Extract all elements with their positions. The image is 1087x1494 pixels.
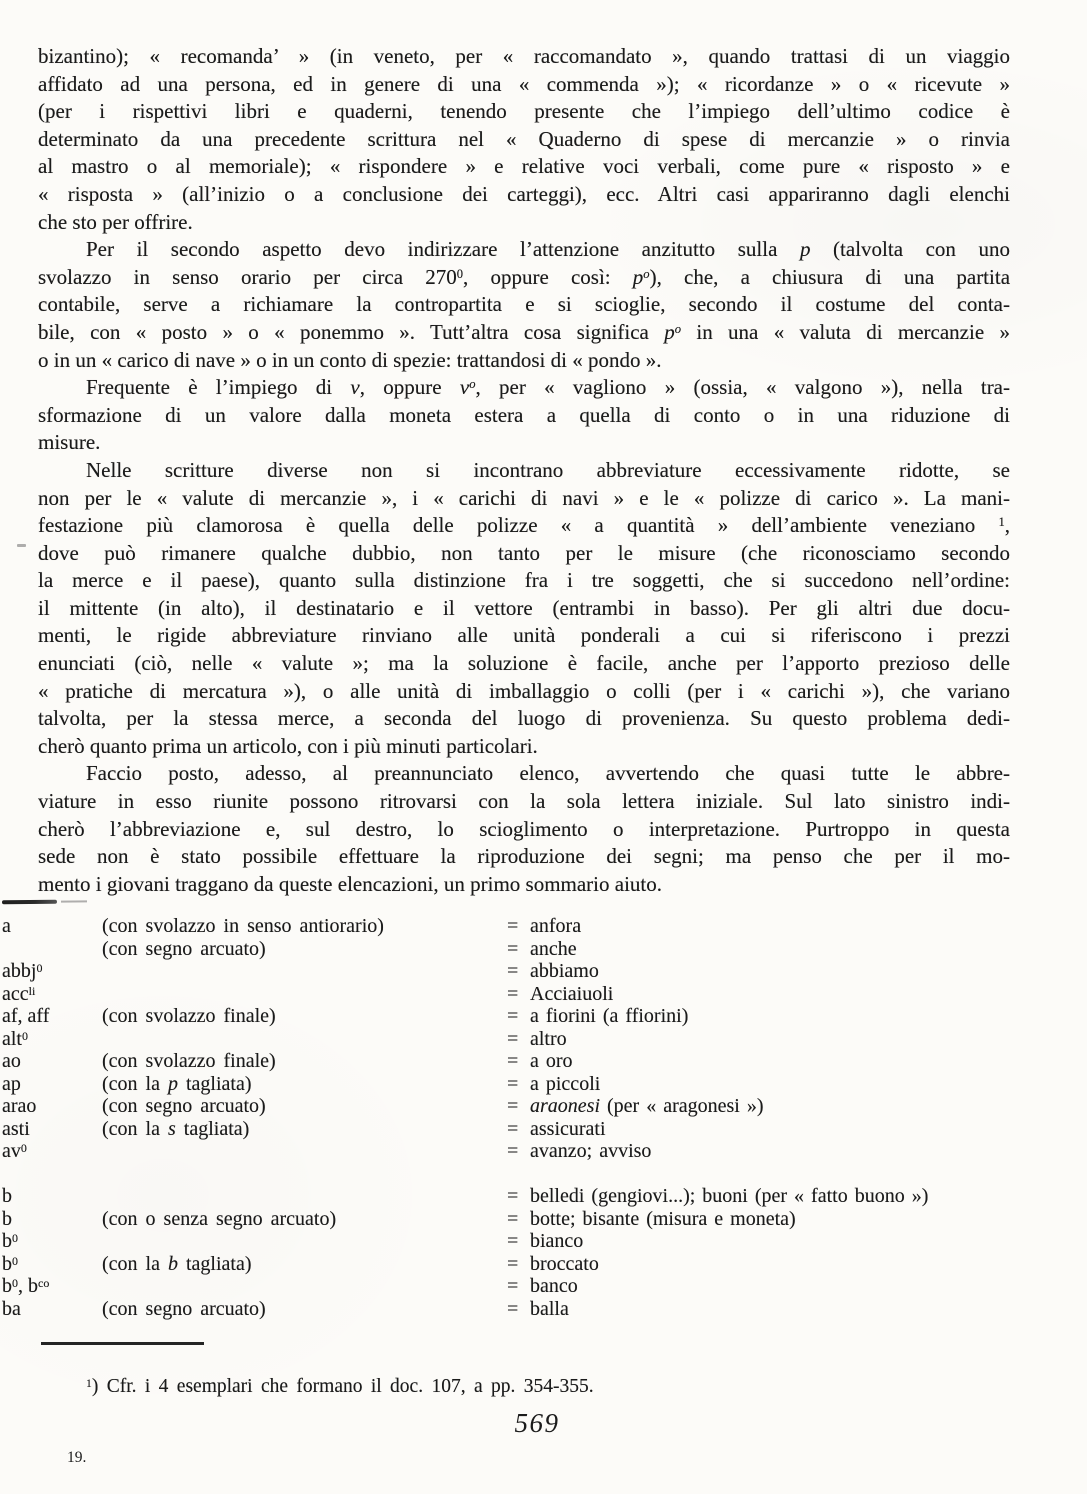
abbreviation-cell: $b^0$ (2, 1252, 18, 1275)
text-line: contabile, serve a richiamare la contropartita e si scioglie, secondo il costume del conta- (38, 292, 1010, 317)
abbreviation-cell: af, aff (2, 1005, 50, 1028)
text-line: sede non è stato possibile effettuare la riproduzione dei segni; ma penso che per il mo- (38, 844, 1010, 869)
text-line: Per il secondo aspetto devo indirizzare l’attenzione anzitutto sulla p (talvolta con uno (86, 237, 1011, 262)
abbreviation-cell: arao (2, 1095, 37, 1118)
equals-sign: = (507, 960, 519, 983)
abbreviation-cell: asti (2, 1117, 30, 1140)
text-line: enunciati (ciò, nelle « valute »; ma la soluzione è facile, anche per l’apporto prezioso delle (38, 651, 1010, 676)
note-cell: (con la p tagliata) (102, 1072, 252, 1095)
note-cell (102, 1028, 507, 1051)
list-row (2, 1253, 1087, 1276)
note-cell (102, 960, 507, 983)
equals-sign: = (507, 1117, 519, 1140)
note-cell (102, 1185, 507, 1208)
text-line: « risposta » (all’inizio o a conclusione dei carteggi), ecc. Altri casi appariranno dagli elenchi (38, 181, 1010, 206)
equals-sign: = (507, 1275, 519, 1298)
text-line: Faccio posto, adesso, al preannunciato elenco, avvertendo che quasi tutte le abbre- (86, 761, 1010, 786)
note-cell (102, 1140, 507, 1163)
equals-sign: = (507, 915, 519, 938)
expansion-cell: abbiamo (530, 960, 599, 983)
equals-sign: = (507, 937, 519, 960)
text-line: che sto per offrire. (38, 209, 193, 234)
note-cell: (con segno arcuato) (102, 1297, 266, 1320)
text-line: svolazzo in senso orario per circa $270^0$, oppure così: $p^o$), che, a chiusura di una partita (38, 264, 1011, 289)
abbreviation-list (2, 900, 1087, 1320)
text-line: al mastro o al memoriale); « rispondere » e relative voci verbali, come pure « risposto » e (38, 154, 1010, 179)
list-row (2, 938, 1087, 961)
expansion-cell: Acciaiuoli (530, 982, 614, 1005)
text-line: bile, con « posto » o « ponemmo ». Tutt’altra cosa significa $p^o$ in una « valuta di mercanzie » (38, 319, 1010, 344)
abbreviation-cell: ap (2, 1072, 21, 1095)
equals-sign: = (507, 1072, 519, 1095)
text-line: affidato ad una persona, ed in genere di una « commenda »); « ricordanze » o « ricevute » (38, 71, 1010, 96)
abbreviation-cell: abbj$^0$ (2, 960, 43, 983)
expansion-cell: broccato (530, 1252, 599, 1275)
list-row (2, 1050, 1087, 1073)
list-row (2, 983, 1087, 1006)
equals-sign: = (507, 1140, 519, 1163)
note-cell (102, 1275, 507, 1298)
equals-sign: = (507, 1185, 519, 1208)
expansion-cell: anfora (530, 915, 582, 938)
note-cell: (con la s tagliata) (102, 1117, 250, 1140)
list-row (2, 1185, 1087, 1208)
expansion-cell: a piccoli (530, 1072, 601, 1095)
list-row (2, 1208, 1087, 1231)
text-line: festazione più clamorosa è quella delle polizze « a quantità » dell’ambiente veneziano $^1$, (38, 513, 1010, 538)
expansion-cell: banco (530, 1275, 578, 1298)
text-line: viature in esso riunite possono ritrovarsi con la sola lettera iniziale. Sul lato sinistro indi- (38, 789, 1010, 814)
text-line: cherò quanto prima un articolo, con i più minuti particolari. (38, 733, 538, 758)
abbreviation-cell: b (2, 1207, 12, 1230)
text-line: « pratiche di mercatura »), o alle unità di imballaggio o colli (per i « carichi »), che variano (38, 678, 1010, 703)
text-line: dove può rimanere qualche dubbio, non tanto per le misure (che riconosciamo secondo (38, 540, 1010, 565)
list-row (2, 1230, 1087, 1253)
expansion-cell: belledi (gengiovi...); buoni (per « fatto buono ») (530, 1185, 929, 1208)
expansion-cell: assicurati (530, 1117, 606, 1140)
list-row (2, 1298, 1087, 1321)
list-row (2, 1095, 1087, 1118)
text-line: determinato da una precedente scrittura nel « Quaderno di spese di mercanzie » o rinvia (38, 126, 1010, 151)
signature-mark: 19. (67, 1449, 87, 1466)
paragraph (38, 43, 1010, 236)
paragraph (38, 457, 1010, 761)
expansion-cell: araonesi (per « aragonesi ») (530, 1095, 764, 1118)
abbreviation-cell: a (2, 915, 11, 938)
expansion-cell: balla (530, 1297, 569, 1320)
expansion-cell: botte; bisante (misura e moneta) (530, 1207, 796, 1230)
equals-sign: = (507, 1027, 519, 1050)
expansion-cell: a oro (530, 1050, 573, 1073)
text-line: o in un « carico di nave » o in un conto di spezie: trattandosi di « pondo ». (38, 347, 662, 372)
text-line: sformazione di un valore dalla moneta estera a quella di conto o in una riduzione di (38, 402, 1010, 427)
text-line: bizantino); « recomanda’ » (in veneto, per « raccomandato », quando trattasi di un viaggio (38, 44, 1010, 68)
abbreviation-cell (2, 938, 102, 961)
equals-sign: = (507, 1095, 519, 1118)
abbreviation-cell: alt$^0$ (2, 1027, 28, 1050)
text-line: cherò l’abbreviazione e, sul destro, lo scioglimento o interpretazione. Purtroppo in questa (38, 816, 1010, 841)
page-number: 569 (514, 1408, 560, 1438)
scan-artifact-dash (17, 544, 26, 547)
text-line: talvolta, per la stessa merce, a seconda del luogo di provenienza. Su questo problema dedi- (38, 706, 1010, 731)
list-row (2, 1275, 1087, 1298)
paragraph (38, 374, 1010, 457)
equals-sign: = (507, 1207, 519, 1230)
text-line: la merce e il paese), quanto sulla distinzione fra i tre soggetti, che si succedono nell’ordine: (38, 568, 1010, 593)
equals-sign: = (507, 982, 519, 1005)
equals-sign: = (507, 1297, 519, 1320)
text-line: Frequente è l’impiego di v, oppure $v^o$, per « vagliono » (ossia, « valgono »), nella tra- (86, 375, 1010, 400)
equals-sign: = (507, 1230, 519, 1253)
expansion-cell: anche (530, 937, 577, 960)
list-row (2, 1140, 1087, 1163)
footnote: $^1$) Cfr. i 4 esemplari che formano il doc. 107, a pp. 354-355. (86, 1376, 594, 1397)
expansion-cell: bianco (530, 1230, 584, 1253)
paragraph (38, 236, 1010, 374)
footnote-rule (41, 1342, 204, 1345)
text-line: misure. (38, 430, 101, 455)
note-cell: (con la b tagliata) (102, 1252, 252, 1275)
list-top-mark (2, 900, 57, 905)
list-row (2, 1028, 1087, 1051)
text-line: non per le « valute di mercanzie », i « carichi di navi » e le « polizze di carico ». La mani- (38, 485, 1010, 510)
list-row (2, 1005, 1087, 1028)
abbreviation-cell: $b^0$, $b^{co}$ (2, 1275, 50, 1298)
text-line: (per i rispettivi libri e quaderni, tenendo presente che l’impiego dell’ultimo codice è (38, 99, 1010, 124)
note-cell: (con svolazzo finale) (102, 1050, 276, 1073)
abbreviation-rows (2, 915, 1087, 1320)
note-cell: (con o senza segno arcuato) (102, 1207, 337, 1230)
text-line: Nelle scritture diverse non si incontrano abbreviature eccessivamente ridotte, se (86, 457, 1010, 482)
note-cell: (con svolazzo in senso antiorario) (102, 915, 384, 938)
expansion-cell: altro (530, 1027, 567, 1050)
note-cell: (con segno arcuato) (102, 1095, 266, 1118)
list-row (2, 915, 1087, 938)
list-row (2, 1118, 1087, 1141)
abbreviation-cell: ba (2, 1297, 21, 1320)
list-row (2, 960, 1087, 983)
equals-sign: = (507, 1005, 519, 1028)
abbreviation-cell: $av^0$ (2, 1140, 27, 1163)
note-cell (102, 983, 507, 1006)
equals-sign: = (507, 1050, 519, 1073)
paragraph (38, 760, 1010, 898)
note-cell: (con svolazzo finale) (102, 1005, 276, 1028)
expansion-cell: a fiorini (a ffiorini) (530, 1005, 689, 1028)
text-line: il mittente (in alto), il destinatario e il vettore (entrambi in basso). Per gli altri due docu- (38, 595, 1010, 620)
abbreviation-cell: acc$^{li}$ (2, 982, 36, 1005)
abbreviation-cell: b (2, 1185, 12, 1208)
abbreviation-cell: ao (2, 1050, 21, 1073)
note-cell: (con segno arcuato) (102, 937, 266, 960)
text-line: menti, le rigide abbreviature rinviano alle unità ponderali a cui si riferiscono i prezzi (38, 623, 1010, 648)
text-line: mento i giovani traggano da queste elencazioni, un primo sommario aiuto. (38, 871, 663, 896)
note-cell (102, 1230, 507, 1253)
equals-sign: = (507, 1252, 519, 1275)
abbreviation-cell: $b^0$ (2, 1230, 18, 1253)
expansion-cell: avanzo; avviso (530, 1140, 652, 1163)
list-row (2, 1073, 1087, 1096)
